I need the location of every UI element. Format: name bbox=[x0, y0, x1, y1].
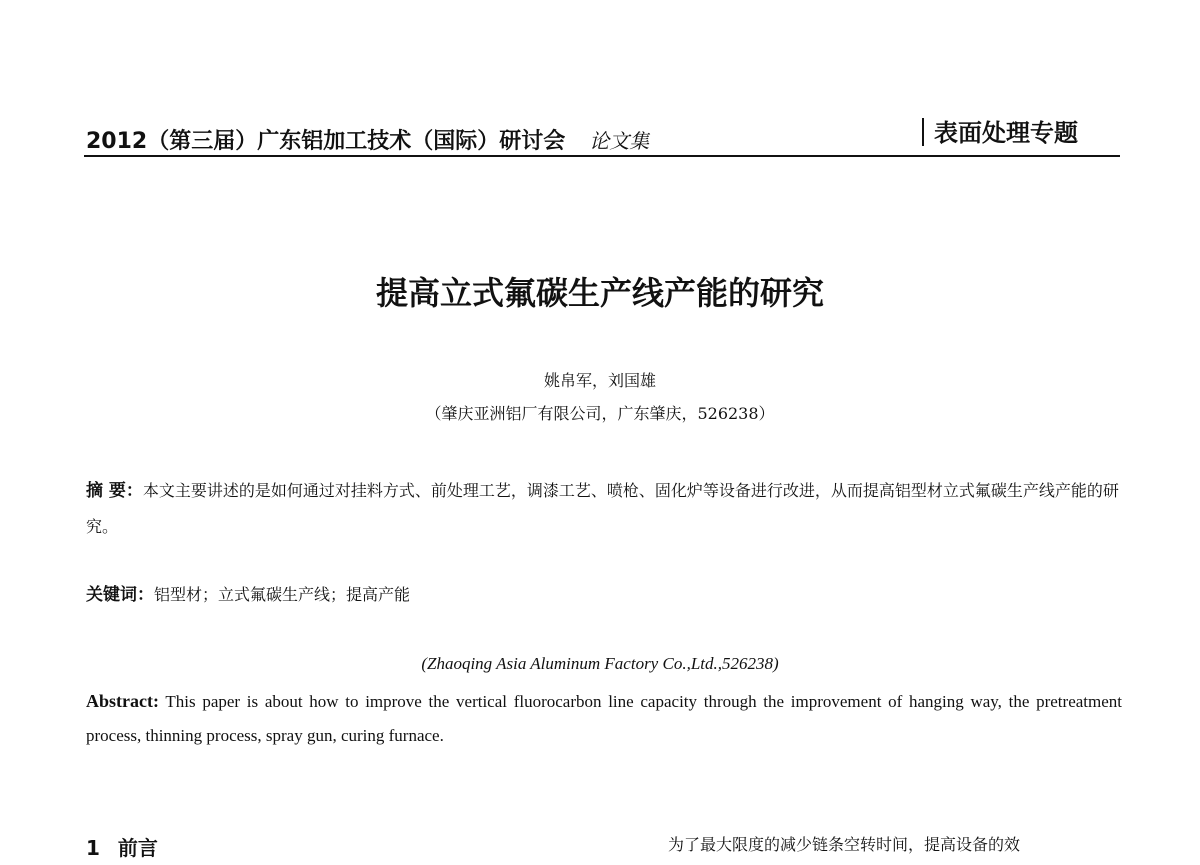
proceedings-label: 论文集 bbox=[589, 129, 650, 153]
section-number: 1 bbox=[86, 836, 100, 860]
keywords-label: 关键词： bbox=[86, 585, 154, 605]
section-title: 前言 bbox=[117, 836, 158, 860]
paper-authors: 姚帛军，刘国雄 bbox=[543, 371, 656, 390]
abstract-en-label: Abstract: bbox=[86, 691, 159, 711]
paper-title: 提高立式氟碳生产线产能的研究 bbox=[375, 274, 824, 312]
abstract-en-text: This paper is about how to improve the vertical fluorocarbon line capacity through the improvement of hanging way, the pretreatment process, thinning process, spray gun, curing furnace. bbox=[86, 692, 1122, 745]
column2-first-line: 为了最大限度的减少链条空转时间，提高设备的效 bbox=[668, 835, 1021, 854]
abstract-label: 摘 要： bbox=[86, 481, 143, 501]
conference-name: 2012（第三届）广东铝加工技术（国际）研讨会 bbox=[86, 129, 566, 154]
running-header-conference bbox=[86, 124, 649, 155]
header-rule bbox=[84, 155, 1120, 157]
section-heading bbox=[86, 832, 158, 861]
abstract-chinese bbox=[86, 473, 1122, 544]
keywords bbox=[86, 580, 1122, 605]
affiliation-english: (Zhaoqing Asia Aluminum Factory Co.,Ltd.,526238) bbox=[421, 654, 779, 673]
abstract-english bbox=[86, 684, 1122, 753]
paper-affiliation: （肇庆亚洲铝厂有限公司，广东肇庆，526238） bbox=[425, 404, 775, 423]
running-header-section bbox=[922, 113, 1078, 148]
section-topic: 表面处理专题 bbox=[934, 119, 1078, 147]
header-divider-bar bbox=[922, 118, 924, 146]
abstract-text: 本文主要讲述的是如何通过对挂料方式、前处理工艺，调漆工艺、喷枪、固化炉等设备进行改进，从而提高铝型材立式氟碳生产线产能的研究。 bbox=[86, 481, 1119, 536]
keywords-text: 铝型材；立式氟碳生产线；提高产能 bbox=[154, 585, 411, 604]
